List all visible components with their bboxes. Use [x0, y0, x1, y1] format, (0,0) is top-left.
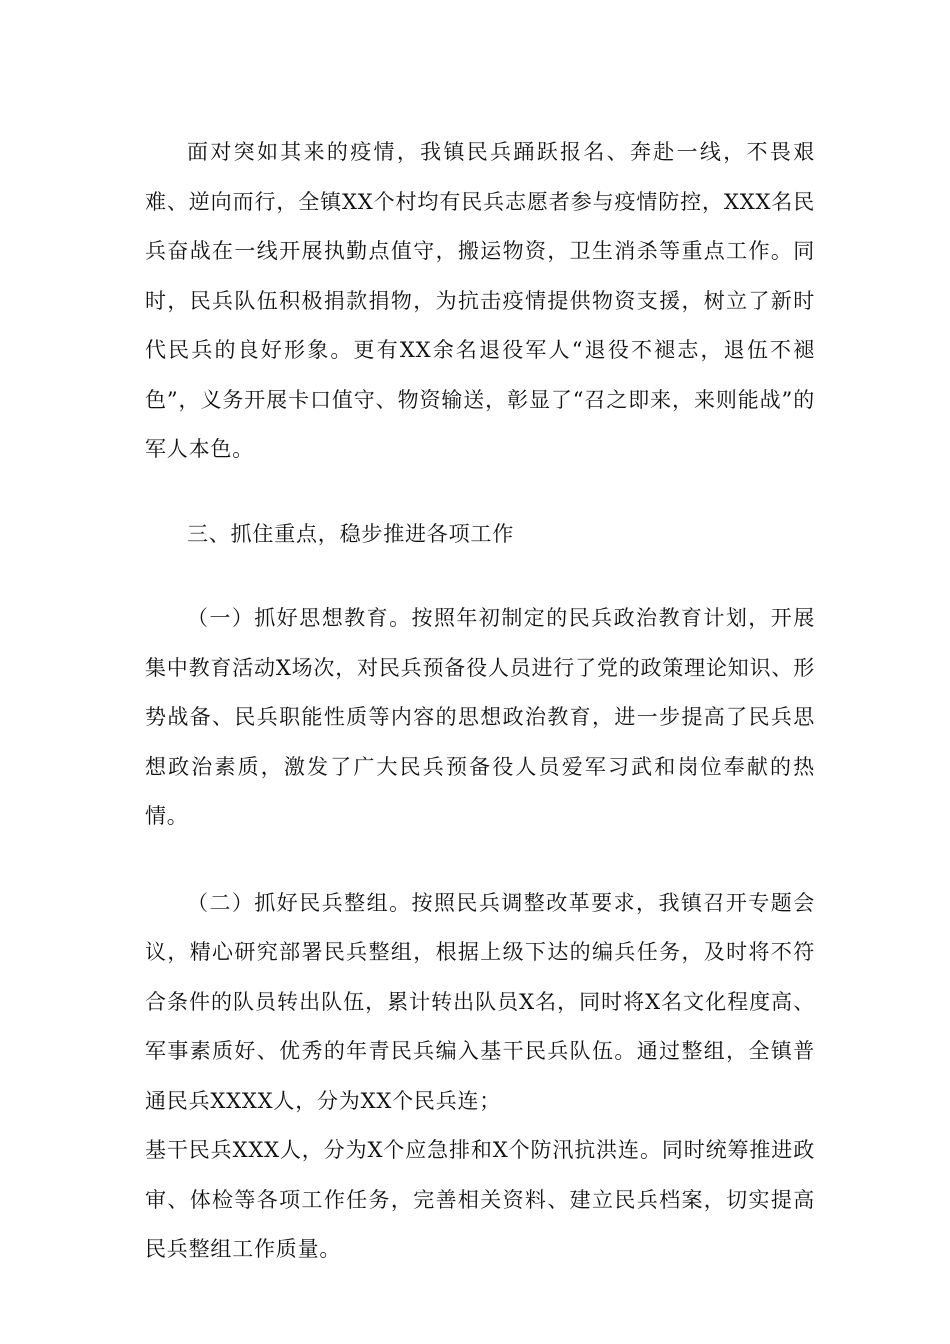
paragraph-ideological-education: （一）抓好思想教育。按照年初制定的民兵政治教育计划，开展集中教育活动X场次，对民兵预备役人员进行了党的政策理论知识、形势战备、民兵职能性质等内容的思想政治教育，进一步提高了民兵思想政治素质，激发了广大民兵预备役人员爱军习武和岗位奉献的热情。	[145, 606, 815, 828]
document-body	[145, 128, 815, 1275]
paragraph-militia-reorganization-continued: 基干民兵XXX人，分为X个应急排和X个防汛抗洪连。同时统筹推进政审、体检等各项工作任务，完善相关资料、建立民兵档案，切实提高民兵整组工作质量。	[145, 1138, 815, 1261]
paragraph-militia-reorganization: （二）抓好民兵整组。按照民兵调整改革要求，我镇召开专题会议，精心研究部署民兵整组，根据上级下达的编兵任务，及时将不符合条件的队员转出队伍，累计转出队员X名，同时将X名文化程度高、军事素质好、优秀的年青民兵编入基干民兵队伍。通过整组，全镇普通民兵XXXX人，分为XX个民兵连；	[145, 890, 815, 1113]
section-heading-three: 三、抓住重点，稳步推进各项工作	[187, 521, 514, 546]
paragraph-epidemic-response: 面对突如其来的疫情，我镇民兵踊跃报名、奔赴一线，不畏艰难、逆向而行，全镇XX个村均有民兵志愿者参与疫情防控，XXX名民兵奋战在一线开展执勤点值守，搬运物资，卫生消杀等重点工作。同时，民兵队伍积极捐款捐物，为抗击疫情提供物资支援，树立了新时代民兵的良好形象。更有XX余名退役军人“退役不褪志，退伍不褪色”，义务开展卡口值守、物资输送，彰显了“召之即来，来则能战”的军人本色。	[145, 140, 815, 461]
